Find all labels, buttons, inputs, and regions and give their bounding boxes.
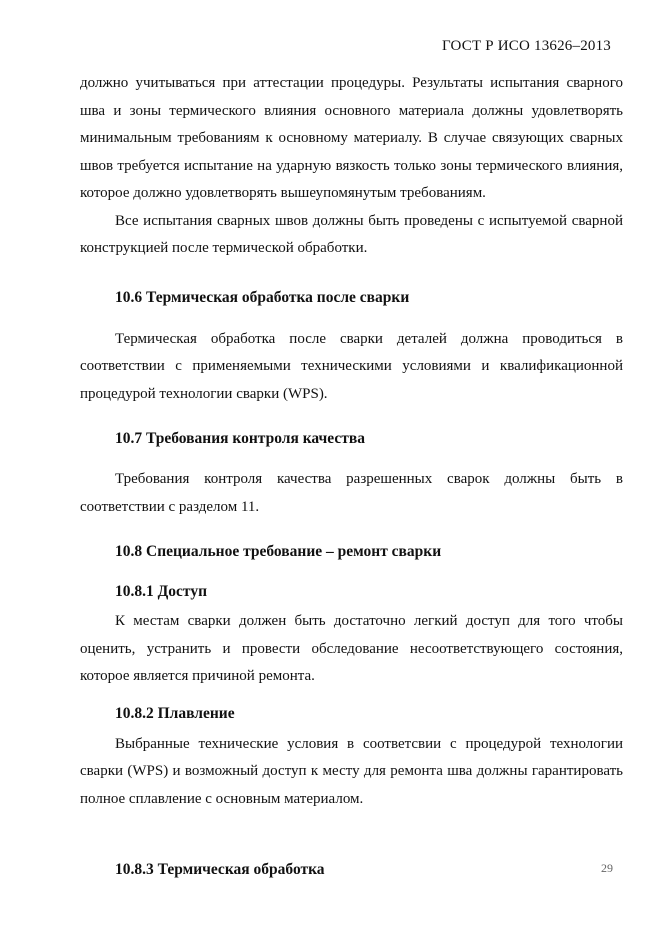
paragraph-tests-after-heat-treatment: Все испытания сварных швов должны быть проведены с испытуемой сварной конструкцией после термической обработки. [80,212,623,256]
paragraph-fusion: Выбранные технические условия в соответсвии с процедурой технологии сварки (WPS) и возможный доступ к месту для ремонта шва должны гарантировать полное сплавление с основным материалом. [80,735,623,807]
heading-10-8-3: 10.8.3 Термическая обработка [115,861,325,878]
heading-10-7: 10.7 Требования контроля качества [115,430,365,447]
page-number [601,861,613,875]
heading-10-8: 10.8 Специальное требование – ремонт сварки [115,543,442,560]
heading-10-8-1: 10.8.1 Доступ [115,583,208,600]
paragraph-quality-control: Требования контроля качества разрешенных сварок должны быть в соответствии с разделом 11. [80,471,623,515]
standard-header: ГОСТ Р ИСО 13626–2013 [442,38,611,54]
paragraph-post-weld-heat-treatment: Термическая обработка после сварки деталей должна проводиться в соответствии с применяемыми техническими условиями и квалификационной процедурой технологии сварки (WPS). [80,330,623,402]
paragraph-access: К местам сварки должен быть достаточно легкий доступ для того чтобы оценить, устранить и провести обследование несоответствующего состояния, которое является причиной ремонта. [80,613,623,684]
heading-10-6: 10.6 Термическая обработка после сварки [115,288,410,306]
heading-10-8-2: 10.8.2 Плавление [115,704,235,722]
paragraph-continuation: должно учитываться при аттестации процедуры. Результаты испытания сварного шва и зоны термического влияния основного материала должны удовлетворять минимальным требованиям к основному материалу. В случае связующих сварных швов требуется испытание на ударную вязкость только зоны термического влияния, которое должно удовлетворять вышеупомянутым требованиям. [80,75,623,201]
page-number-text: 29 [601,861,613,875]
document-body [80,70,623,880]
